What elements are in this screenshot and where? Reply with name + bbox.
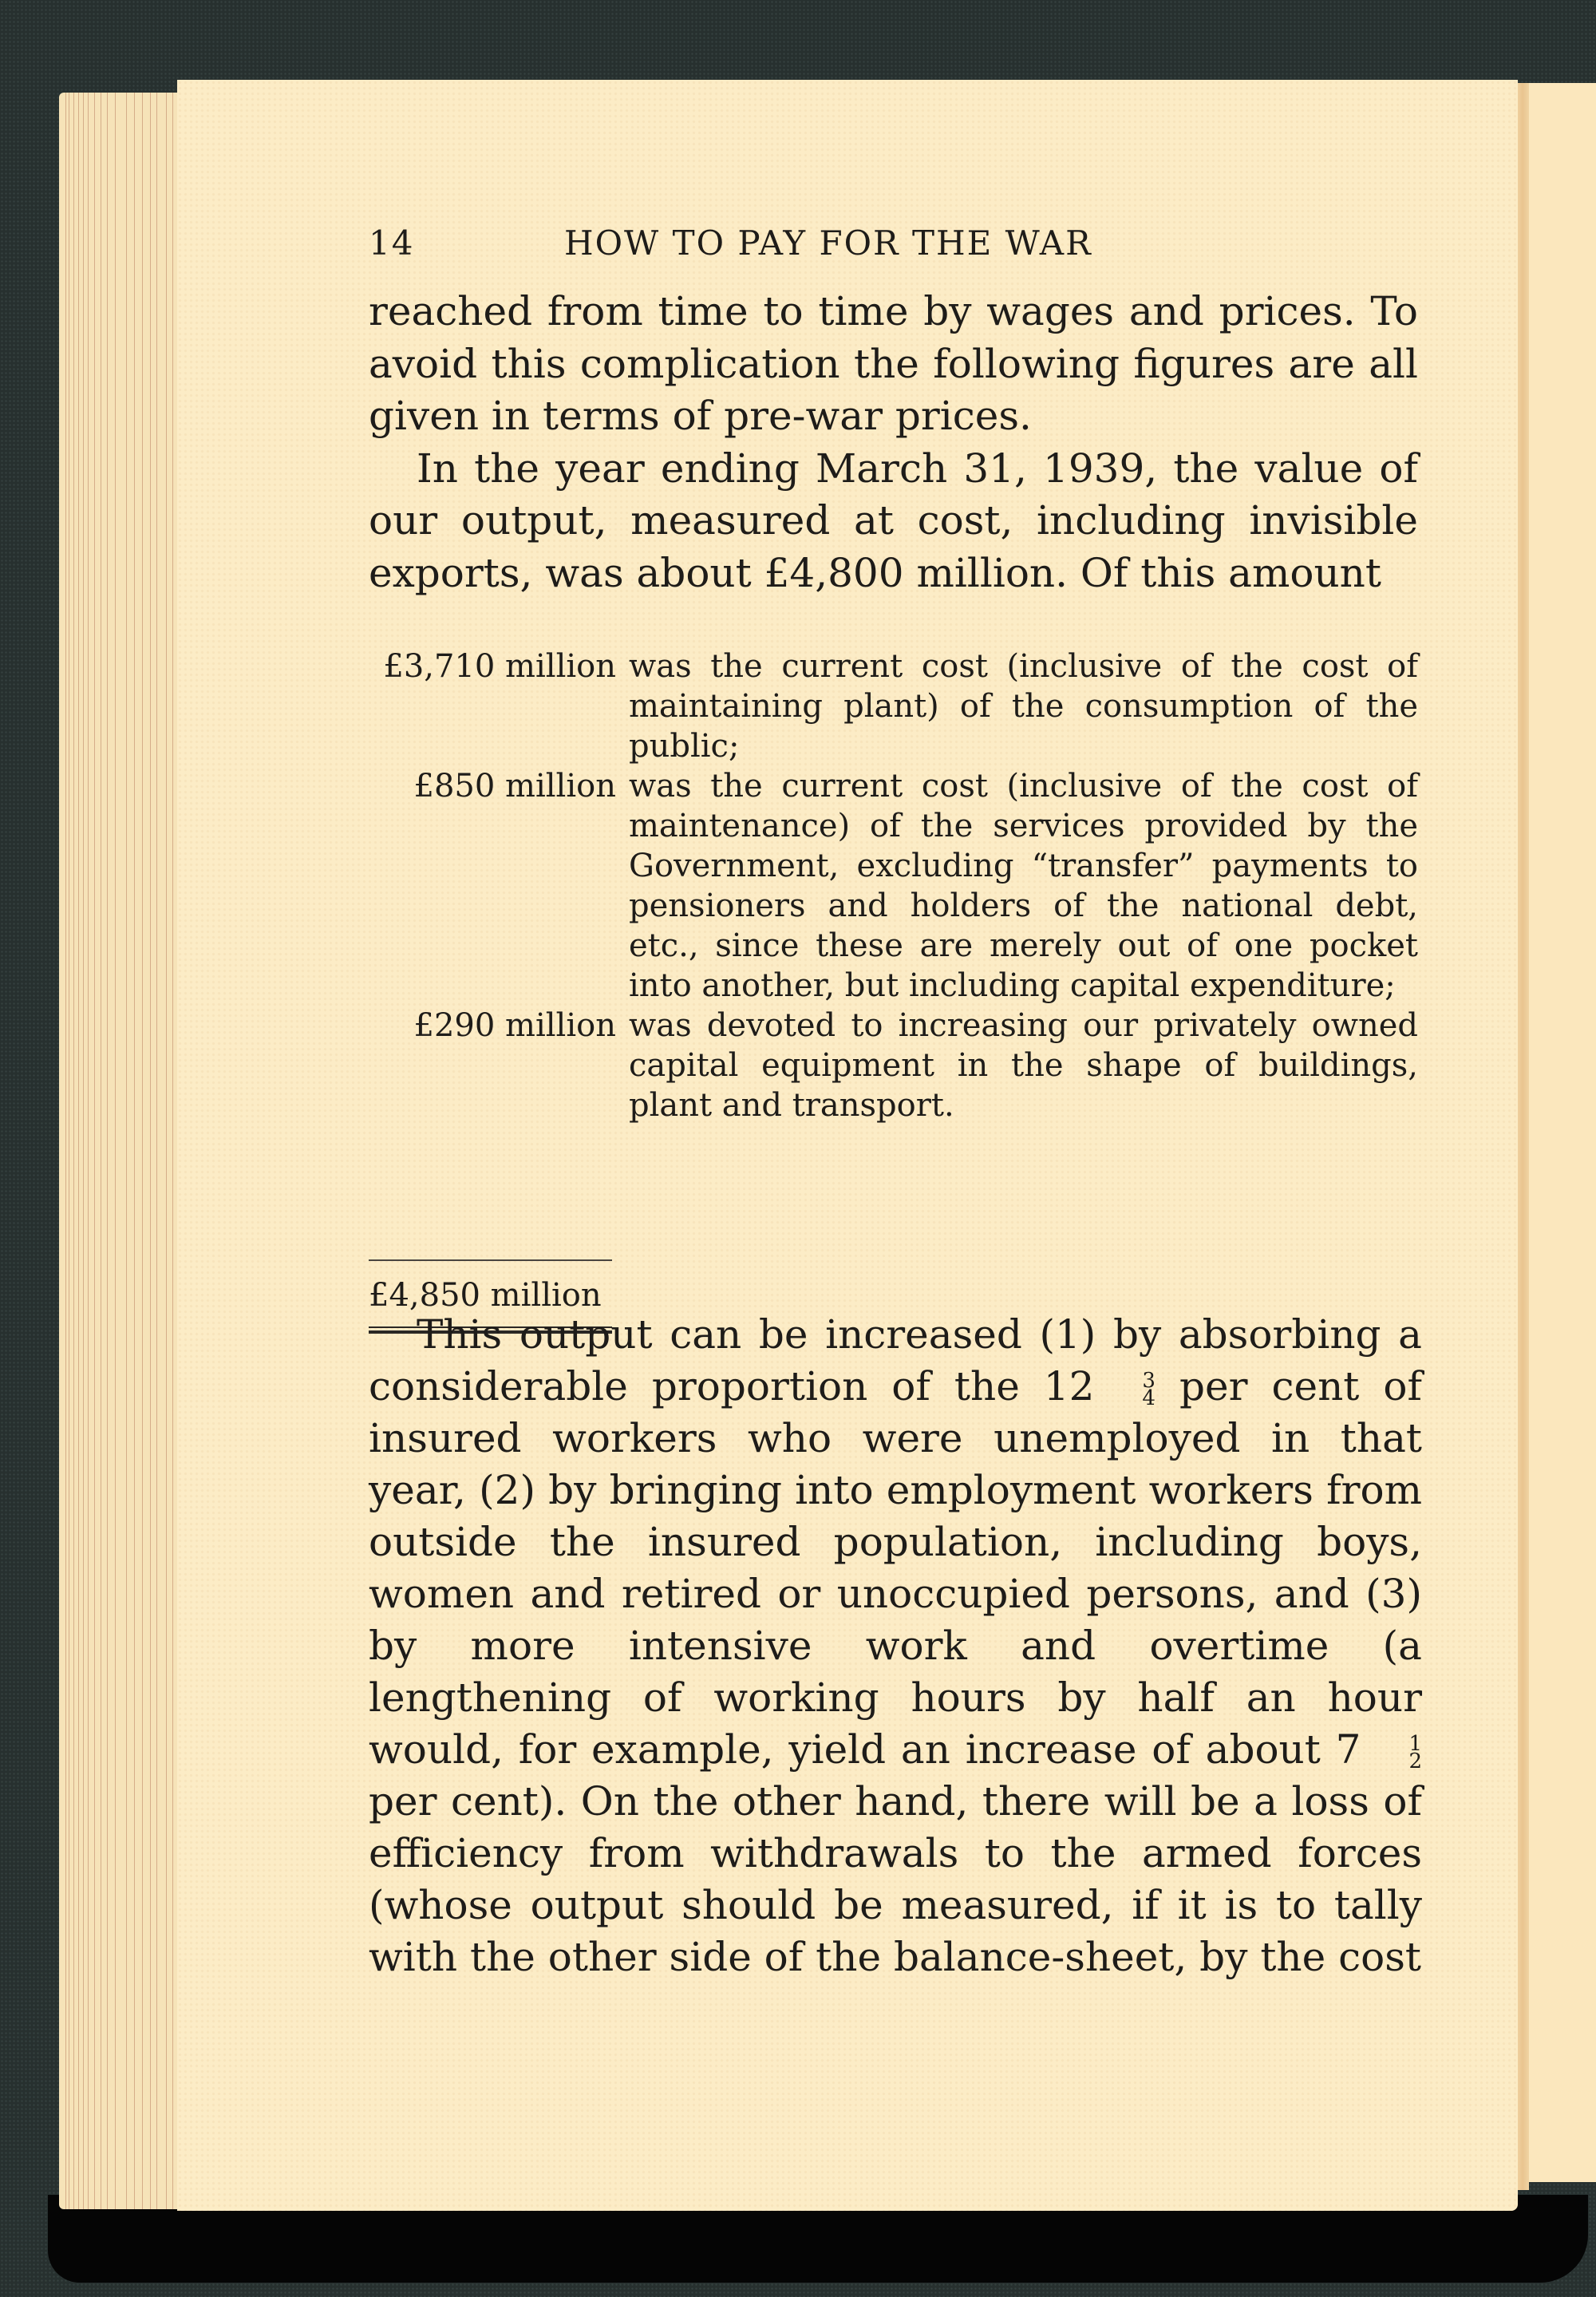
- breakdown-amount: £290 million: [413, 1007, 616, 1044]
- output-breakdown: [369, 646, 1418, 1314]
- page-number: 14: [369, 223, 415, 263]
- breakdown-total: £4,850 million: [369, 1277, 602, 1314]
- fraction-three-quarters: 3 4: [1142, 1369, 1156, 1410]
- breakdown-amount: £850 million: [413, 768, 616, 805]
- fraction-one-half: 1 2: [1408, 1732, 1422, 1773]
- breakdown-item: [369, 1006, 1418, 1125]
- intro-text: [369, 286, 1418, 599]
- facing-page: [1523, 83, 1596, 2182]
- breakdown-description: was the current cost (inclusive of the cost of maintenance) of the services provided by the Government, excluding “transfer” payments to pensioners and holders of the national debt, etc., since these are merely out of one pocket into another, but including capital expenditure;: [629, 768, 1418, 1004]
- closing-text-3: per cent). On the other hand, there will be a loss of efficiency from withdrawals to the armed forces (whose output should be measured, if it is to tally with the other side of the balance-sheet, by the cost: [369, 1778, 1422, 1980]
- continued-paragraph: reached from time to time by wages and prices. To avoid this complication the following figures are all given in terms of pre-war prices.: [369, 288, 1418, 439]
- breakdown-description: was the current cost (inclusive of the cost of maintaining plant) of the consumption of the public;: [629, 648, 1418, 765]
- breakdown-amount: £3,710 million: [383, 648, 616, 685]
- running-head: [369, 223, 1486, 271]
- breakdown-description: was devoted to increasing our privately owned capital equipment in the shape of buildings, plant and transport.: [629, 1007, 1418, 1124]
- breakdown-item: [369, 766, 1418, 1006]
- closing-paragraph: [369, 1309, 1422, 1983]
- output-paragraph: In the year ending March 31, 1939, the value of our output, measured at cost, including invisible exports, was about £4,800 million. Of this amount: [369, 445, 1418, 596]
- book-page: [177, 80, 1518, 2211]
- closing-text-1: This output can be increased (1) by absorbing a considerable proportion of the 12: [369, 1311, 1422, 1409]
- breakdown-item: [369, 646, 1418, 766]
- running-title: HOW TO PAY FOR THE WAR: [564, 223, 1092, 263]
- sum-rule: [369, 1259, 612, 1261]
- closing-text-2: per cent of insured workers who were unemployed in that year, (2) by bringing into employment workers from outside the insured population, including boys, women and retired or unoccupied persons, and (3) by more intensive work and overtime (a lengthening of working hours by half an hour would, for example, yield an increase of about 7: [369, 1363, 1422, 1773]
